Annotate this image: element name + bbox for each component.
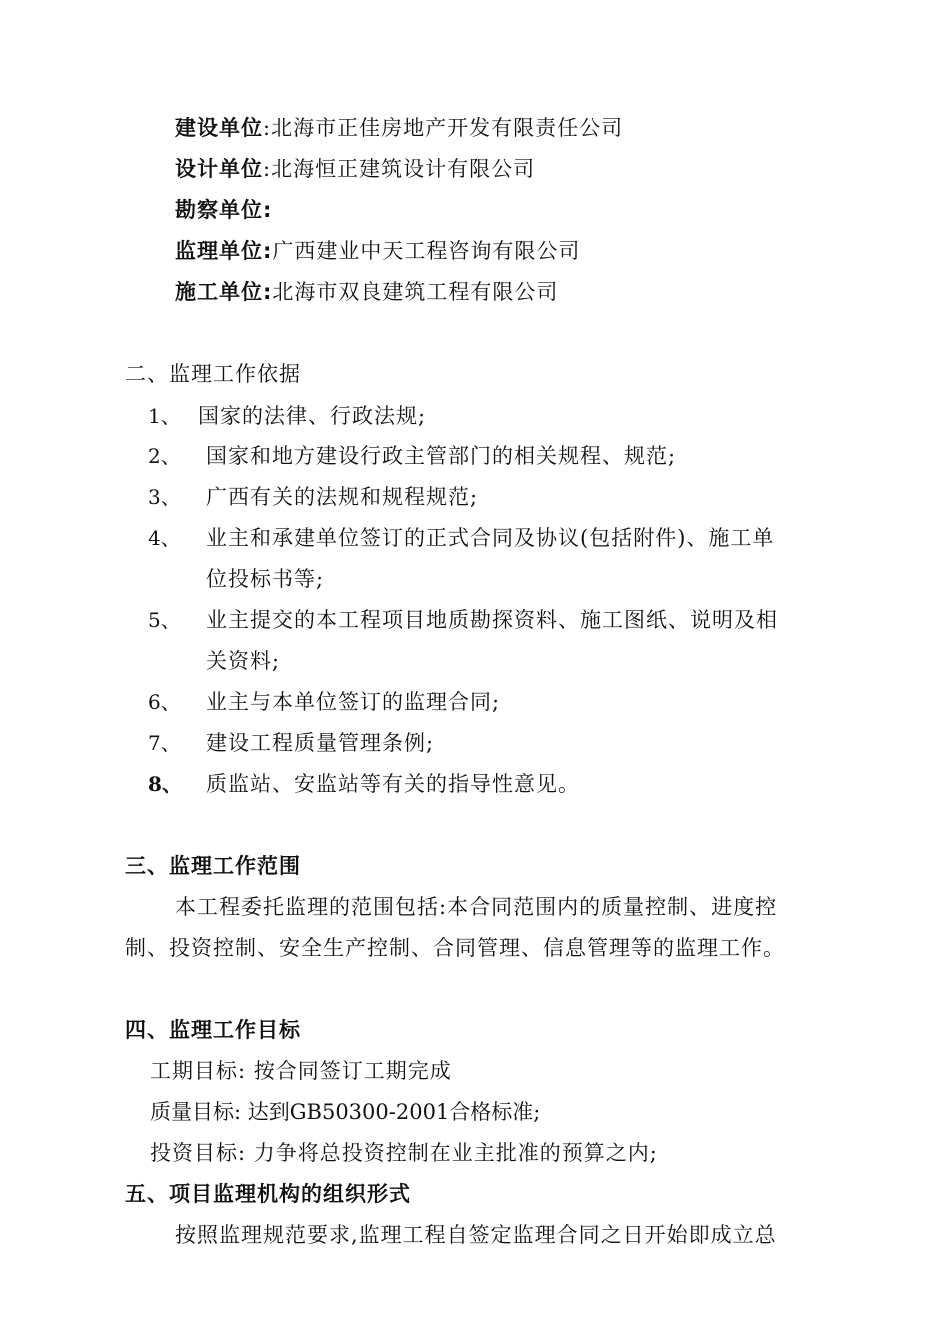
unit-label: 设计单位 xyxy=(175,157,263,181)
list-item-text: 业主和承建单位签订的正式合同及协议(包括附件)、施工单 xyxy=(206,526,775,550)
list-item-text: 业主提交的本工程项目地质勘探资料、施工图纸、说明及相 xyxy=(206,608,778,632)
unit-label: 施工单位 xyxy=(175,280,263,304)
unit-label: 监理单位 xyxy=(175,239,263,263)
list-item-text: 国家的法律、行政法规; xyxy=(198,404,427,428)
unit-value: 北海市正佳房地产开发有限责任公司 xyxy=(271,116,624,140)
list-item-number: 1、 xyxy=(148,404,181,428)
unit-value: 广西建业中天工程咨询有限公司 xyxy=(272,239,581,263)
list-item-text: 广西有关的法规和规程规范; xyxy=(206,485,479,509)
unit-row-design xyxy=(175,154,535,184)
unit-label: 建设单位 xyxy=(175,116,263,140)
goal-quality: 质量目标: 达到GB50300-2001合格标准; xyxy=(150,1100,541,1124)
section-heading-organization: 五、项目监理机构的组织形式 xyxy=(125,1182,411,1206)
list-item-number: 8、 xyxy=(148,772,182,796)
list-item-text: 国家和地方建设行政主管部门的相关规程、规范; xyxy=(206,444,677,468)
paragraph-line: 制、投资控制、安全生产控制、合同管理、信息管理等的监理工作。 xyxy=(125,936,785,960)
unit-separator: : xyxy=(263,116,272,140)
unit-separator: : xyxy=(263,280,273,304)
list-item-number: 5、 xyxy=(148,608,181,632)
list-item-text-continued: 位投标书等; xyxy=(206,567,325,591)
list-item-number: 7、 xyxy=(148,731,181,755)
list-item-text: 业主与本单位签订的监理合同; xyxy=(206,690,501,714)
list-item-text-continued: 关资料; xyxy=(206,649,281,673)
section-heading-goals: 四、监理工作目标 xyxy=(125,1018,301,1042)
list-item-number: 6、 xyxy=(148,690,181,714)
goal-investment: 投资目标: 力争将总投资控制在业主批准的预算之内; xyxy=(150,1141,658,1165)
unit-value: 北海恒正建筑设计有限公司 xyxy=(271,157,536,181)
goal-schedule: 工期目标: 按合同签订工期完成 xyxy=(150,1059,452,1083)
list-item-number: 4、 xyxy=(148,526,181,550)
unit-value: 北海市双良建筑工程有限公司 xyxy=(272,280,559,304)
section-heading-basis: 二、监理工作依据 xyxy=(125,362,301,386)
unit-row-supervision xyxy=(175,236,580,266)
unit-row-construction xyxy=(175,113,623,143)
paragraph-line: 本工程委托监理的范围包括:本合同范围内的质量控制、进度控 xyxy=(175,895,778,919)
list-item-text: 建设工程质量管理条例; xyxy=(206,731,435,755)
list-item-number: 2、 xyxy=(148,444,181,468)
unit-row-contractor xyxy=(175,277,558,307)
unit-label: 勘察单位 xyxy=(175,198,263,222)
unit-separator: : xyxy=(263,239,273,263)
list-item-number: 3、 xyxy=(148,485,181,509)
unit-separator: : xyxy=(263,157,272,181)
list-item-text: 质监站、安监站等有关的指导性意见。 xyxy=(206,772,580,796)
section-heading-scope: 三、监理工作范围 xyxy=(125,854,301,878)
unit-separator: : xyxy=(263,198,273,222)
paragraph-line: 按照监理规范要求,监理工程自签定监理合同之日开始即成立总 xyxy=(175,1223,777,1247)
unit-row-survey xyxy=(175,195,272,225)
